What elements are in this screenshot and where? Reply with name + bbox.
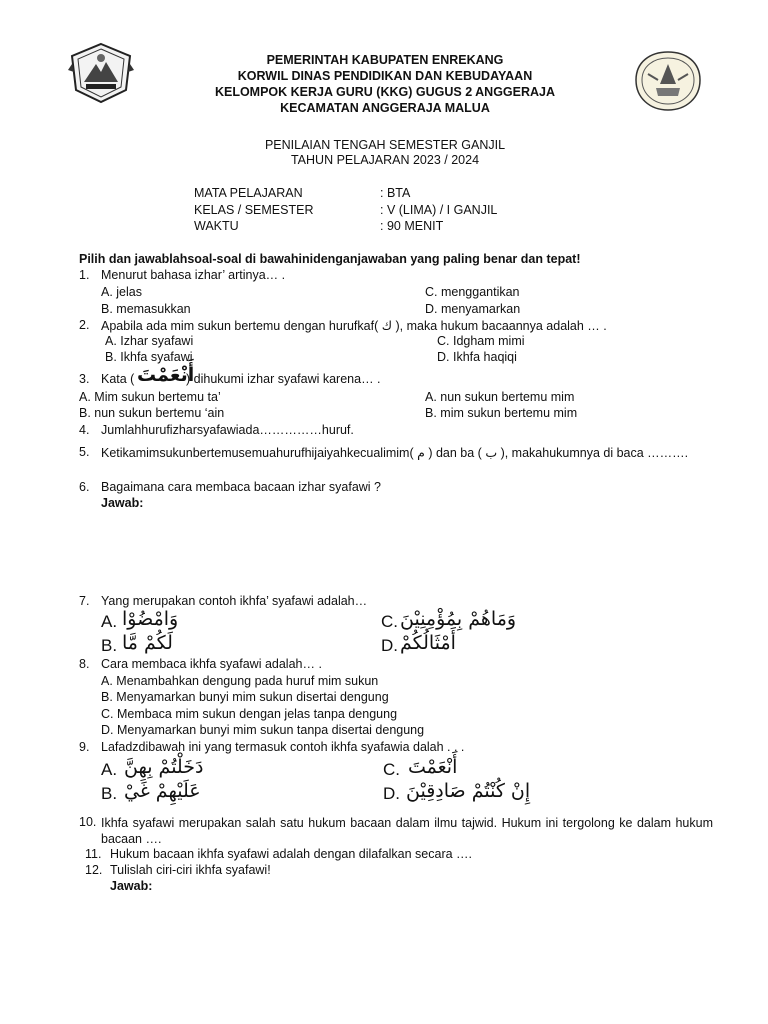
question-text: Jumlahhurufizharsyafawiada……………huruf.	[101, 423, 354, 437]
question-number: 11.	[85, 847, 102, 861]
header-line-1: PEMERINTAH KABUPATEN ENREKANG	[266, 53, 504, 67]
option-a: A. Mim sukun bertemu ta’	[79, 390, 221, 404]
question-text: Menurut bahasa izhar’ artinya… .	[101, 268, 286, 282]
question-text-pre: Kata (	[101, 372, 135, 386]
question-text: Yang merupakan contoh ikhfa’ syafawi adalah…	[101, 594, 368, 608]
exam-title: PENILAIAN TENGAH SEMESTER GANJIL	[264, 138, 506, 152]
option-c-label: C.	[381, 612, 398, 631]
option-b-arabic: عَلَيْهِمْ غَيْ	[124, 780, 201, 802]
option-b-label: B.	[101, 784, 118, 803]
question-text-post: ) dihukumi izhar syafawi karena… .	[186, 372, 381, 386]
question-number: 7.	[79, 594, 90, 608]
option-d: B. mim sukun bertemu mim	[425, 406, 578, 420]
info-value: : BTA	[380, 186, 411, 200]
header-line-3: KELOMPOK KERJA GURU (KKG) GUGUS 2 ANGGERAJA	[214, 85, 556, 99]
question-number: 1.	[79, 268, 90, 282]
option-c-label: C.	[383, 760, 400, 779]
question-text: Ikhfa syafawi merupakan salah satu hukum bacaan dalam ilmu tajwid. Hukum ini tergolong ke dalam hukum bacaan ….	[101, 816, 713, 846]
question-text: Lafadzdibawah ini yang termasuk contoh ikhfa syafawia dalah . . .	[101, 740, 465, 754]
option-a-label: A.	[101, 760, 118, 779]
question-number: 8.	[79, 657, 90, 671]
option-c: A. nun sukun bertemu mim	[425, 390, 575, 404]
option-d-label: D.	[381, 636, 398, 655]
regency-emblem-icon	[68, 42, 134, 104]
question-number: 2.	[79, 318, 90, 332]
question-number: 10.	[79, 815, 97, 829]
info-label: WAKTU	[194, 219, 239, 233]
exam-year: TAHUN PELAJARAN 2023 / 2024	[290, 153, 480, 167]
question-number: 5.	[79, 445, 90, 459]
option-a: A. jelas	[101, 285, 142, 299]
option-a: A. Menambahkan dengung pada huruf mim sukun	[101, 674, 379, 688]
question-text: Apabila ada mim sukun bertemu dengan hurufkaf( ك ), maka hukum bacaannya adalah … .	[101, 319, 607, 333]
option-a-arabic: دَخَلْتُمْ بِهِنَّ	[124, 756, 204, 778]
option-b-arabic: لَكُمْ مَّا	[122, 632, 173, 654]
question-text: Cara membaca ikhfa syafawi adalah… .	[101, 657, 322, 671]
answer-label: Jawab:	[101, 496, 144, 510]
option-d: D. Menyamarkan bunyi mim sukun tanpa disertai dengung	[101, 723, 425, 737]
question-number: 3.	[79, 372, 90, 386]
option-c-arabic: وَمَاهُمْ بِمُؤْمِنِيْنَ	[400, 608, 517, 630]
question-number: 6.	[79, 480, 90, 494]
question-arabic: أَنْعَمْتَ	[137, 364, 195, 386]
option-c-arabic: أَنْعَمْتَ	[408, 756, 458, 778]
option-a-label: A.	[101, 612, 118, 631]
option-b: B. Menyamarkan bunyi mim sukun disertai dengung	[101, 690, 389, 704]
info-label: MATA PELAJARAN	[194, 186, 303, 200]
tut-wuri-handayani-icon	[634, 50, 702, 112]
option-d: D. menyamarkan	[425, 302, 521, 316]
option-c: C. Idgham mimi	[437, 334, 525, 348]
question-number: 12.	[85, 863, 103, 877]
header-line-4: KECAMATAN ANGGERAJA MALUA	[280, 101, 490, 115]
header-line-2: KORWIL DINAS PENDIDIKAN DAN KEBUDAYAAN	[237, 69, 533, 83]
question-text: Hukum bacaan ikhfa syafawi adalah dengan dilafalkan secara ….	[110, 847, 473, 861]
option-d: D. Ikhfa haqiqi	[437, 350, 517, 364]
question-text: Ketikamimsukunbertemusemuahurufhijaiyahkecualimim( م ) dan ba ( ب ), makahukumnya di baca ……….	[101, 446, 689, 460]
instruction: Pilih dan jawablahsoal-soal di bawahinidenganjawaban yang paling benar dan tepat!	[79, 252, 581, 266]
answer-label: Jawab:	[110, 879, 153, 893]
option-b: B. nun sukun bertemu ‘ain	[79, 406, 225, 420]
option-d-arabic: إِنْ كُنْتُمْ صَادِقِيْنَ	[406, 780, 531, 802]
info-value: : V (LIMA) / I GANJIL	[380, 203, 498, 217]
option-a-arabic: وَامْضُوْا	[122, 608, 179, 630]
option-a: A. Izhar syafawi	[105, 334, 194, 348]
question-text: Tulislah ciri-ciri ikhfa syafawi!	[110, 863, 271, 877]
question-number: 4.	[79, 423, 90, 437]
question-text: Bagaimana cara membaca bacaan izhar syafawi ?	[101, 480, 382, 494]
info-value: : 90 MENIT	[380, 219, 444, 233]
option-b: B. Ikhfa syafawi	[105, 350, 193, 364]
info-label: KELAS / SEMESTER	[194, 203, 314, 217]
option-d-label: D.	[383, 784, 400, 803]
option-d-arabic: أَمْثَالُكُمْ	[400, 632, 456, 654]
question-number: 9.	[79, 740, 90, 754]
option-b-label: B.	[101, 636, 118, 655]
option-c: C. Membaca mim sukun dengan jelas tanpa dengung	[101, 707, 398, 721]
option-c: C. menggantikan	[425, 285, 520, 299]
option-b: B. memasukkan	[101, 302, 191, 316]
